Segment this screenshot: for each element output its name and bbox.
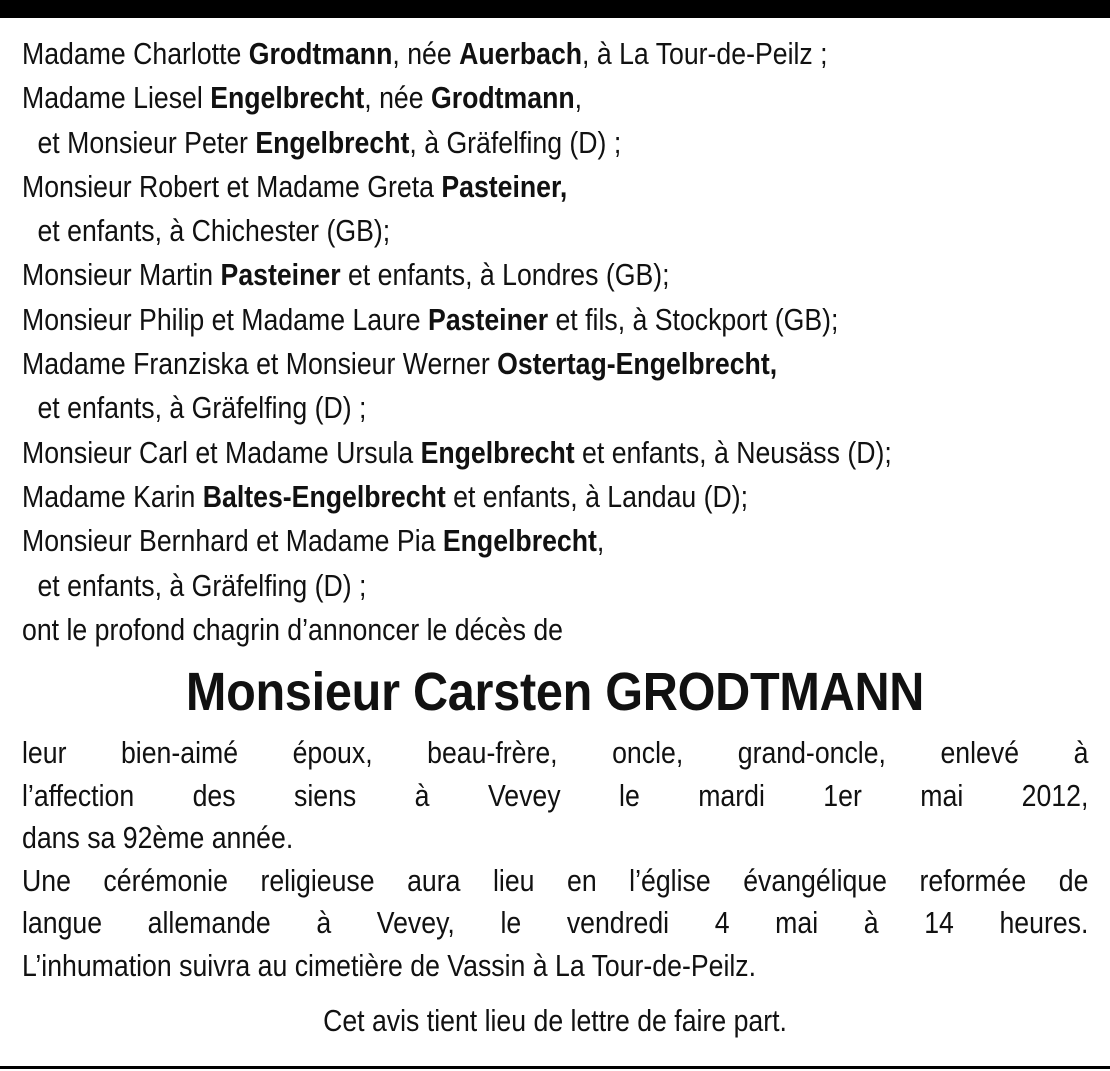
mourner-text: , à Gräfelfing (D) ;: [409, 124, 622, 160]
mourners-list: [22, 32, 1088, 652]
mourner-line: [22, 209, 939, 253]
mourner-line: [22, 253, 939, 297]
mourner-line: [22, 386, 939, 430]
ceremony-line: langue allemande à Vevey, le vendredi 4 mai à 14 heures.: [22, 905, 1089, 941]
mourner-text: Monsieur Robert et Madame Greta: [22, 168, 442, 204]
mourner-text: et enfants, à Londres (GB);: [340, 257, 670, 293]
mourner-line: [22, 121, 939, 165]
family-name: Engelbrecht: [420, 434, 575, 470]
top-border-rule: [0, 0, 1110, 18]
family-name: Pasteiner: [428, 301, 549, 337]
mourner-line: [22, 165, 939, 209]
family-name: Auerbach: [459, 36, 583, 71]
mourner-text: et enfants, à Gräfelfing (D) ;: [37, 567, 367, 603]
death-notice: [22, 32, 1088, 1043]
mourner-text: Madame Charlotte: [22, 36, 249, 71]
details-paragraph: [22, 732, 1088, 860]
mourner-line: [22, 519, 939, 563]
bottom-border-rule: [0, 1066, 1110, 1069]
mourner-text: ,: [596, 523, 605, 559]
family-name: Pasteiner: [220, 257, 341, 293]
mourner-text: et Monsieur Peter: [37, 124, 256, 160]
family-name: Engelbrecht: [210, 80, 365, 116]
mourner-text: et enfants, à Neusäss (D);: [574, 434, 892, 470]
mourner-text: Monsieur Carl et Madame Ursula: [22, 434, 421, 470]
closing-note: Cet avis tient lieu de lettre de faire part.: [323, 1003, 787, 1039]
family-name: Baltes-Engelbrecht: [202, 478, 446, 514]
mourner-text: Madame Franziska et Monsieur Werner: [22, 346, 498, 382]
mourner-text: Madame Liesel: [22, 80, 211, 116]
mourner-line: [22, 431, 939, 475]
mourner-text: et enfants, à Landau (D);: [445, 478, 749, 514]
mourner-text: et enfants, à Gräfelfing (D) ;: [37, 390, 367, 426]
ceremony-paragraph: [22, 860, 1088, 988]
mourner-line: [22, 564, 939, 608]
family-name: Engelbrecht: [255, 124, 410, 160]
details-line: leur bien-aimé époux, beau-frère, oncle, grand-oncle, enlevé à: [22, 735, 1089, 771]
mourner-text: ont le profond chagrin d’annoncer le décès de: [22, 611, 563, 647]
mourner-line: [22, 342, 939, 386]
mourner-text: et enfants, à Chichester (GB);: [37, 213, 391, 249]
mourner-text: , à La Tour-de-Peilz ;: [582, 36, 828, 71]
family-name: Pasteiner,: [441, 168, 568, 204]
details-line: dans sa 92ème année.: [22, 820, 294, 856]
mourner-text: Monsieur Philip et Madame Laure: [22, 301, 429, 337]
mourner-text: , née: [392, 36, 460, 71]
family-name: Ostertag-Engelbrecht,: [497, 346, 778, 382]
family-name: Grodtmann: [430, 80, 575, 116]
mourner-text: ,: [574, 80, 583, 116]
mourner-text: et fils, à Stockport (GB);: [548, 301, 839, 337]
mourner-line: [22, 32, 939, 76]
mourner-line: [22, 475, 939, 519]
mourner-line: [22, 608, 939, 652]
mourner-text: Monsieur Martin: [22, 257, 221, 293]
ceremony-line: L’inhumation suivra au cimetière de Vassin à La Tour-de-Peilz.: [22, 947, 757, 983]
mourner-line: [22, 298, 939, 342]
mourner-text: , née: [364, 80, 431, 116]
family-name: Engelbrecht: [442, 523, 597, 559]
mourner-line: [22, 76, 939, 120]
mourner-text: Monsieur Bernhard et Madame Pia: [22, 523, 443, 559]
mourner-text: Madame Karin: [22, 478, 203, 514]
ceremony-line: Une cérémonie religieuse aura lieu en l’église évangélique reformée de: [22, 862, 1089, 898]
family-name: Grodtmann: [248, 36, 393, 71]
deceased-name: Monsieur Carsten GRODTMANN: [185, 662, 925, 723]
details-line: l’affection des siens à Vevey le mardi 1er mai 2012,: [22, 777, 1089, 813]
